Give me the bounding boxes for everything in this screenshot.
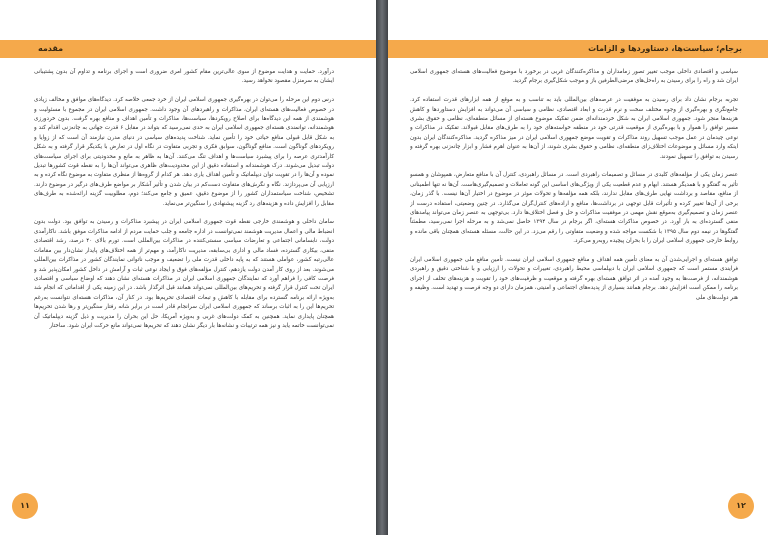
book-gutter <box>376 0 388 535</box>
body-text-right <box>410 68 738 495</box>
paragraph: سامان داخلی و هوشمندی خارجی نقطه قوت جمهوری اسلامی ایران در پیشبرد مذاکرات و رسیدن به توافق بود. دولت بدون انضباط مالی و اعمال مدیریت هوشمند نمی‌توانست در اداره جامعه و جلب حمایت مردم از ادامه مذاکرات موفق باشد. ناکارآمدی دولت، نابسامانی اجتماعی و تعارضات سیاسی سستی‌کننده در مذاکرات بین‌المللی است. تورم بالای ۴۰ درصد، رشد اقتصادی منفی، بیکاری گسترده، فساد مالی و اداری بی‌سابقه، مدیریت ناکارآمد، و مهم‌تر از همه اختلاف‌های پایدار نشان‌دار بین مقامات عالی‌رتبه کشور، عواملی هستند که به پایه داخلی قدرت ملی را تضعیف و موجب ناتوانی نمایندگان کشور در مذاکرات بین‌المللی می‌شوند. بعد از روی کار آمدن دولت یازدهم، کنترل مؤلفه‌های فوق و ایجاد نوعی ثبات و آرامش در داخل کشور امکان‌پذیر شد و فرصت کافی را فراهم آورد که نمایندگان جمهوری اسلامی ایران در مذاکرات هسته‌ای نشان دهند که اوضاع سیاسی و اقتصادی ایران تحت کنترل قرار گرفته و تحریم‌های بین‌المللی نمی‌تواند همانند قبل اثرگذار باشد. در این زمینه یکی از اقداماتی که انجام شد به‌ویژه ارائه برنامه گسترده برای مقابله با کاهش و تبعات اقتصادی تحریم‌ها بود. در کنار آن، مذاکرات هسته‌ای نتوانست به‌رغم تحریم‌ها این را به اثبات برساند که جمهوری اسلامی ایران سرانجام قادر است در برابر شانه رفتار سنگین‌تر و رها شدن تحریم‌ها همچنان پایداری نماید. همچنین به کمک دولت‌های غربی و به‌ویژه آمریکا، حل این بحران را مدیریت و ذیل گزینه دیپلماتیک آن نمی‌توانست خاتمه یابد و نیز همه ترتیبات و نشانه‌ها بار دیگر نشان دهند که تحریم‌ها نمی‌تواند مانع حرکت ایران شود. ساختار <box>34 219 334 329</box>
paragraph: تجربه برجام نشان داد برای رسیدن به موفقیت در عرصه‌های بین‌المللی باید به تناسب و به موقع از همه ابزارهای قدرت استفاده کرد. جامع‌نگری و بهره‌گیری از وجوه مختلف سخت و نرم قدرت و ابعاد اقتصادی، نظامی و سیاسی آن می‌تواند به افزایش دستاوردها و کاهش هزینه‌ها منجر شود. جمهوری اسلامی ایران به شکل خردمندانه‌ای ضمن تفکیک موضوع هسته‌ای از مسائل منطقه‌ای، نظامی و حقوق بشری مسیر توافق را هموار و با بهره‌گیری از موقعیت قدرتی خود در منطقه خواسته‌های خود را به طرف‌های مقابل قبولاند. تفکیک در مذاکرات و نوعی چیدمان در عمل موجب تسهیل روند مذاکرات و تقویت موضع جمهوری اسلامی ایران در میز مذاکره گردید. مذاکره‌کنندگان ایران بدون اینکه وارد مسائل و موضوعات اختلاف‌زای منطقه‌ای، نظامی و حقوق بشری شوند، از آن‌ها به عنوان اهرم فشار و ابزار چانه‌زنی بهره گرفته و رسیدن به توافق را تسهیل نمودند. <box>410 97 738 160</box>
right-page <box>388 0 768 535</box>
body-text-left <box>34 68 334 495</box>
left-page <box>0 0 376 535</box>
paragraph: عنصر زمان یکی از مؤلفه‌های کلیدی در مسائل و تصمیمات راهبردی است. در مسائل راهبردی، کنترل آن با منافع متعارض، همپوشان و همسو تأثیر به گفتگو و با همدیگر هستند. ابهام و عدم قطعیت یکی از ویژگی‌های اساسی این گونه تعاملات و تصمیم‌گیری‌هاست. آن‌ها نه تنها اطمینانی از منافع، مقاصد و برداشت نهایی طرف‌های مقابل ندارند، بلکه همه مؤلفه‌ها و تحولات موثر در موضوع در اختیار آن‌ها نیست. با گذر زمان، برخی از آن‌ها تغییر کرده و تأثیرات قابل توجهی در برداشت‌ها، منافع و اراده‌های کنترل‌گران می‌گذارد. در چنین وضعیتی، استفاده درست از عنصر زمان و تصمیم‌گیری به‌موقع نقش مهمی در موفقیت مذاکرات و حل و فصل اختلاف‌ها دارد. بی‌توجهی به عنصر زمان می‌تواند پیامدهای منفی گسترده‌ای به بار آورد. در خصوص مذاکرات هسته‌ای، اگر برجام در سال ۱۳۹۴ حاصل نمی‌شد و به مرحله اجرا نمی‌رسید، مطمئناً گفتگوها در نیمه دوم سال ۱۳۹۵ با شکست مواجه شده و وضعیت متفاوتی را رقم می‌زد. در این حالت، مسئله هسته‌ای همچنان باقی مانده و روابط خارجی جمهوری اسلامی ایران را با بحران پیچیده روبه‌رو می‌کرد. <box>410 172 738 245</box>
paragraph: درآورد. حمایت و هدایت موضوع از سوی عالی‌ترین مقام کشور امری ضروری است و اجرای برنامه و تداوم آن بدون پشتیبانی ایشان به سرمنزل مقصود نخواهد رسید. <box>34 69 334 85</box>
running-header-left: مقدمه <box>0 40 376 58</box>
running-header-right: برجام؛ سیاست‌ها، دستاوردها و الزامات <box>388 40 768 58</box>
paragraph: درس دوم این مرحله را می‌توان در بهره‌گیری جمهوری اسلامی ایران از خرد جمعی خلاصه کرد. دیدگاه‌های موافق و مخالف زیادی در خصوص فعالیت‌های هسته‌ای ایران، مذاکرات و راهبردهای آن وجود داشت. جمهوری اسلامی ایران در مجموع با مسئولیت و هوشمندی از همه این دیدگاه‌ها برای اصلاح رویکردها، سیاست‌ها، مذاکرات و تأمین اهداف و منافع بهره گرفت. بدون خردورزی هوشمندانه، توانمندی هسته‌ای جمهوری اسلامی ایران به حدی نمی‌رسید که بتواند در مقابل ۶ قدرت جهانی به چانه‌زنی اقدام کند و به شکل قابل قبولی منافع حیاتی خود را تأمین نماید. شناخت پدیده‌های سیاسی در دنیای مدرن نیازمند آن است که از زوایا و رویکردهای گوناگون است. منافع گوناگون، سوابق فکری و تجربی متفاوت در نگاه اول در تعارض با یکدیگر قرار گرفته و به شکل کارآمدتری عرصه را برای پیشبرد سیاست‌ها و اهداف تنگ می‌کنند. آن‌ها به ظاهر به مانع و محدودیتی برای اجرای سیاست‌های دولت تبدیل می‌شوند. درک هوشمندانه و استفاده دقیق از این محدودیت‌های ظاهری می‌تواند آن‌ها را به نقطه قوت کشورها تبدیل نموده و آن‌ها را در تقویت توان دیپلماتیک و تأمین اهداف یاری دهد. هر کدام از گروه‌ها از منظری متفاوت به موضوع نگاه کرده و به ارزیابی آن می‌پردازند. نگاه و نگرش‌های متفاوت دست‌کم در بیان شدن و تأثیر آشکار بر مواضع طرف‌های درگیر در موضوع دارند. تشخیص، شناخت سیاستمداران کشور را از موضوع دقیق، عمیق و جامع می‌کند؛ دوم، مطلوبیت گزینه ارائه‌شده به طرف‌های مقابل را افزایش داده و هزینه‌های رد گزینه پیشنهادی را سنگین‌تر می‌نماید. <box>34 97 334 207</box>
page-number-left: ۱۱ <box>12 493 38 519</box>
paragraph: سیاسی و اقتصادی داخلی موجب تغییر تصور زمامداران و مذاکره‌کنندگان غربی در برخورد با موضوع فعالیت‌های هسته‌ای جمهوری اسلامی ایران شد و راه را برای رسیدن به راه‌حل‌های مرضی‌الطرفین باز و موجب شکل‌گیری برجام گردید. <box>410 69 738 85</box>
paragraph: توافق هسته‌ای و اجرایی‌شدن آن به معنای تأمین همه اهداف و منافع جمهوری اسلامی ایران نیست. تأمین منافع ملی جمهوری اسلامی ایران فرایندی مستمر است که جمهوری اسلامی ایران با دیپلماسی محیط راهبردی، تغییرات و تحولات را ارزیابی و با شناختی دقیق و راهبردی هوشمندانه، از فرصت‌ها به وجود آمده در اثر توافق هسته‌ای بهره گرفته و موقعیت و ظرفیت‌های خود را تقویت و هزینه‌های تخلف از اجرای برنامه را ممکن است افزایش دهد. برجام همانند بسیاری از پدیده‌های اجتماعی و امنیتی، همزمان دارای دو وجه فرصت و تهدید است. وظیفه و هنر دولت‌های ملی <box>410 257 738 301</box>
page-number-right: ۱۲ <box>728 493 754 519</box>
